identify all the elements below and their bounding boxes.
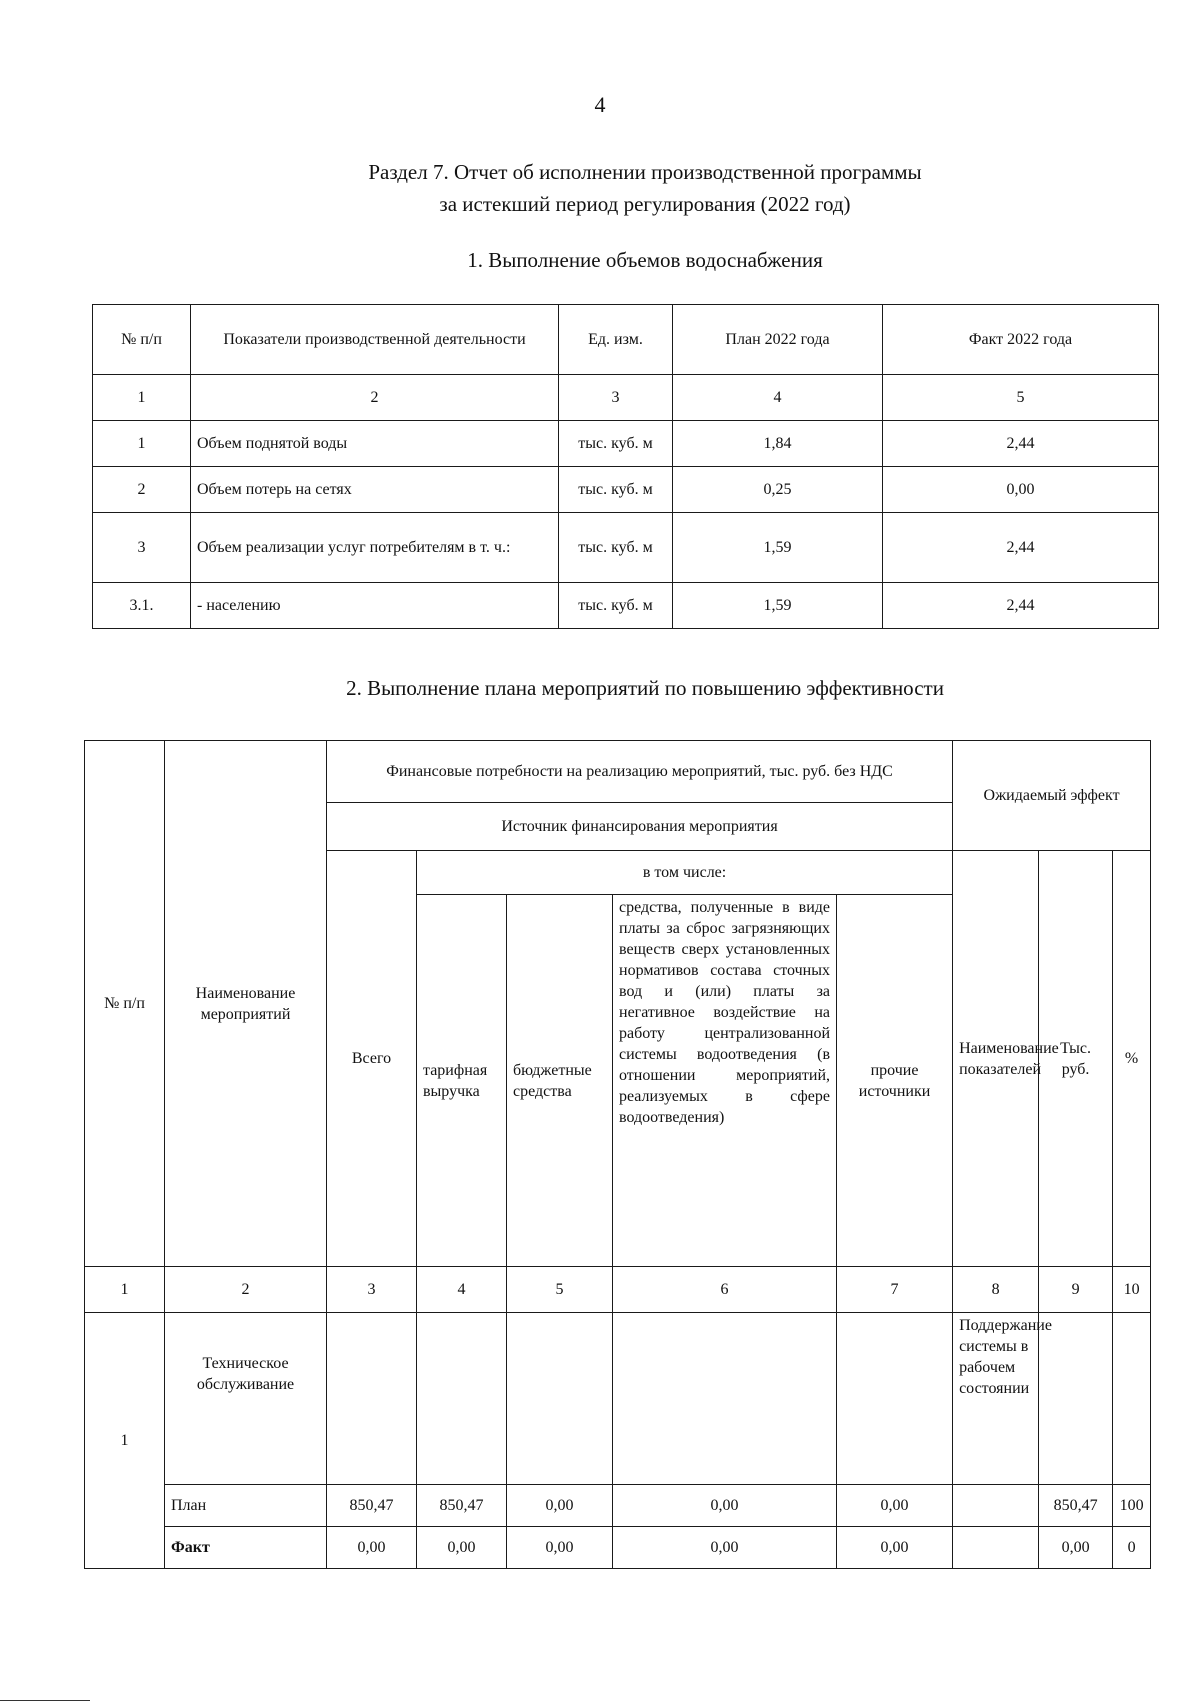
cell-num: 3 (93, 513, 191, 583)
header-pollution-fees: средства, полученные в виде платы за сброс загрязняющих веществ сверх установленных нормативов состава сточных вод и (или) платы за негативное воздействие на работу централизованной системы водоотведения (в отношении мероприятий, реализуемых в сфере водоотведения) (613, 895, 837, 1267)
section-title (0, 156, 1200, 220)
fact-tariff: 0,00 (417, 1527, 507, 1569)
plan-budget: 0,00 (507, 1485, 613, 1527)
header-percent: % (1113, 851, 1151, 1267)
column-number: 5 (507, 1267, 613, 1313)
column-number: 4 (417, 1267, 507, 1313)
cell-unit: тыс. куб. м (559, 583, 673, 629)
empty-cell (837, 1313, 953, 1485)
section-title-line-1: Раздел 7. Отчет об исполнении производственной программы (368, 160, 922, 184)
column-number: 1 (93, 375, 191, 421)
column-number: 2 (165, 1267, 327, 1313)
column-number: 7 (837, 1267, 953, 1313)
header-cell: № п/п (93, 305, 191, 375)
cell-indicator: Объем поднятой воды (191, 421, 559, 467)
cell-plan: 0,25 (673, 467, 883, 513)
fact-percent: 0 (1113, 1527, 1151, 1569)
column-number: 6 (613, 1267, 837, 1313)
fact-label: Факт (165, 1527, 327, 1569)
fact-total: 0,00 (327, 1527, 417, 1569)
header-tariff-revenue: тарифная выручка (417, 895, 507, 1267)
header-indicator-name: Наименование показателей (953, 851, 1039, 1267)
header-total: Всего (327, 851, 417, 1267)
header-including: в том числе: (417, 851, 953, 895)
header-num: № п/п (85, 741, 165, 1267)
header-financial-needs: Финансовые потребности на реализацию мероприятий, тыс. руб. без НДС (327, 741, 953, 803)
column-number: 4 (673, 375, 883, 421)
column-number: 10 (1113, 1267, 1151, 1313)
plan-row (85, 1485, 1151, 1527)
header-other-sources: прочие источники (837, 895, 953, 1267)
cell-plan: 1,59 (673, 513, 883, 583)
fact-budget: 0,00 (507, 1527, 613, 1569)
empty-cell (417, 1313, 507, 1485)
header-funding-source: Источник финансирования мероприятия (327, 803, 953, 851)
empty-cell (1113, 1313, 1151, 1485)
page-number: 4 (594, 92, 606, 117)
plan-other: 0,00 (837, 1485, 953, 1527)
cell-unit: тыс. куб. м (559, 467, 673, 513)
header-budget-funds: бюджетные средства (507, 895, 613, 1267)
cell-fact: 0,00 (883, 467, 1159, 513)
table-row (93, 467, 1159, 513)
column-number: 1 (85, 1267, 165, 1313)
cell-plan: 1,84 (673, 421, 883, 467)
cell-fact: 2,44 (883, 421, 1159, 467)
column-number: 2 (191, 375, 559, 421)
plan-rub: 850,47 (1039, 1485, 1113, 1527)
table-row (93, 513, 1159, 583)
header-cell: Факт 2022 года (883, 305, 1159, 375)
expected-effect-text: Поддержание системы в рабочем состоянии (953, 1313, 1039, 1485)
plan-tariff: 850,47 (417, 1485, 507, 1527)
header-cell: Ед. изм. (559, 305, 673, 375)
table-row (93, 583, 1159, 629)
cell-num: 3.1. (93, 583, 191, 629)
header-name: Наименование мероприятий (165, 741, 327, 1267)
table-header-row (93, 305, 1159, 375)
cell-plan: 1,59 (673, 583, 883, 629)
cell-fact: 2,44 (883, 583, 1159, 629)
empty-cell (327, 1313, 417, 1485)
column-number: 8 (953, 1267, 1039, 1313)
cell-indicator: Объем реализации услуг потребителям в т. ч.: (191, 513, 559, 583)
activity-number: 1 (85, 1313, 165, 1569)
column-number-row (85, 1267, 1151, 1313)
fact-row (85, 1527, 1151, 1569)
efficiency-plan-table (84, 740, 1151, 1569)
footer-rule (0, 1700, 90, 1701)
column-number: 5 (883, 375, 1159, 421)
plan-label: План (165, 1485, 327, 1527)
column-number: 3 (327, 1267, 417, 1313)
fact-other: 0,00 (837, 1527, 953, 1569)
plan-total: 850,47 (327, 1485, 417, 1527)
empty-cell (1039, 1313, 1113, 1485)
table-row (93, 421, 1159, 467)
header-cell: Показатели производственной деятельности (191, 305, 559, 375)
cell-unit: тыс. куб. м (559, 513, 673, 583)
header-cell: План 2022 года (673, 305, 883, 375)
table1-title: 1. Выполнение объемов водоснабжения (467, 248, 823, 272)
plan-percent: 100 (1113, 1485, 1151, 1527)
plan-indicator (953, 1485, 1039, 1527)
column-number: 3 (559, 375, 673, 421)
section-title-line-2: за истекший период регулирования (2022 год) (439, 192, 851, 216)
header-row-1 (85, 741, 1151, 803)
cell-unit: тыс. куб. м (559, 421, 673, 467)
water-supply-table (92, 304, 1159, 629)
activity-row (85, 1313, 1151, 1485)
header-thousand-rub: Тыс. руб. (1039, 851, 1113, 1267)
cell-num: 1 (93, 421, 191, 467)
table2-title: 2. Выполнение плана мероприятий по повышению эффективности (346, 676, 944, 700)
header-expected-effect: Ожидаемый эффект (953, 741, 1151, 851)
cell-fact: 2,44 (883, 513, 1159, 583)
fact-fees: 0,00 (613, 1527, 837, 1569)
cell-num: 2 (93, 467, 191, 513)
plan-fees: 0,00 (613, 1485, 837, 1527)
column-number-row (93, 375, 1159, 421)
empty-cell (507, 1313, 613, 1485)
column-number: 9 (1039, 1267, 1113, 1313)
empty-cell (613, 1313, 837, 1485)
cell-indicator: Объем потерь на сетях (191, 467, 559, 513)
activity-name: Техническое обслуживание (165, 1313, 327, 1485)
cell-indicator: - населению (191, 583, 559, 629)
fact-indicator (953, 1527, 1039, 1569)
fact-rub: 0,00 (1039, 1527, 1113, 1569)
